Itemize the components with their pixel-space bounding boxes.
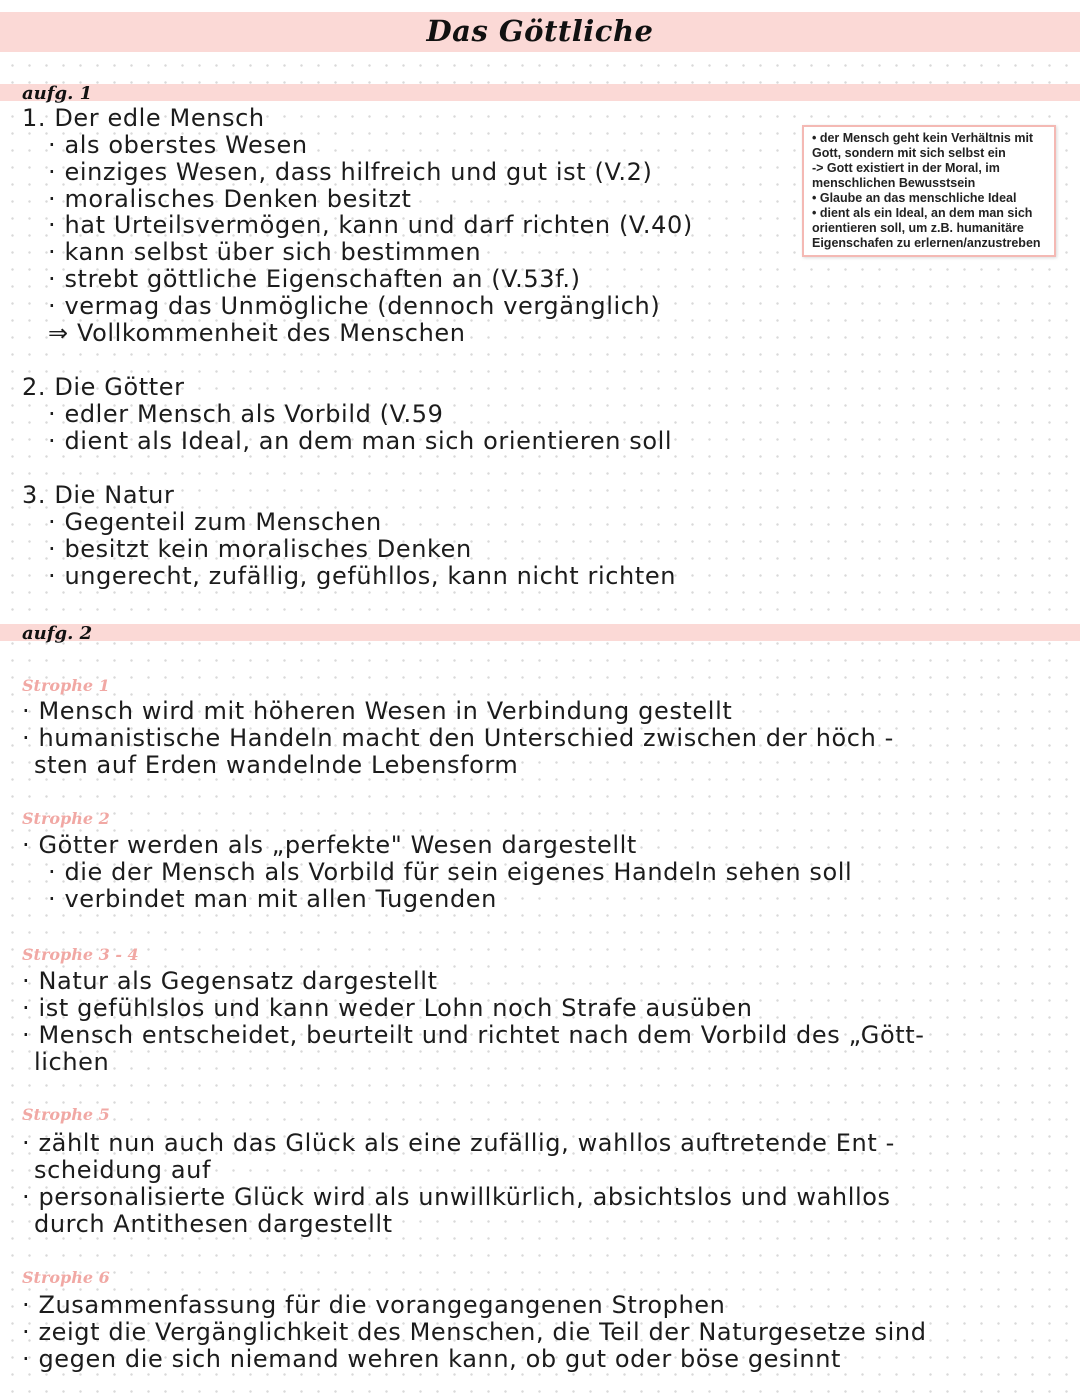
aufg2-heading: aufg. 2 bbox=[22, 623, 93, 644]
strophe-line: scheidung auf bbox=[34, 1156, 212, 1184]
aufg1-line: · hat Urteilsvermögen, kann und darf richten (V.40) bbox=[48, 211, 693, 239]
strophe-line: · die der Mensch als Vorbild für sein eigenes Handeln sehen soll bbox=[48, 858, 853, 886]
strophe-line: · personalisierte Glück wird als unwillkürlich, absichtslos und wahllos bbox=[22, 1183, 891, 1211]
aufg1-line: · besitzt kein moralisches Denken bbox=[48, 535, 472, 563]
side-note bbox=[802, 125, 1056, 257]
strophe-line: · Zusammenfassung für die vorangegangenen Strophen bbox=[22, 1291, 726, 1319]
note-line: menschlichen Bewusstsein bbox=[812, 176, 976, 190]
strophe-line: · Götter werden als „perfekte" Wesen dargestellt bbox=[22, 831, 637, 859]
aufg1-line: · einziges Wesen, dass hilfreich und gut ist (V.2) bbox=[48, 158, 653, 186]
strophe-line: · Natur als Gegensatz dargestellt bbox=[22, 967, 438, 995]
aufg1-line: ⇒ Vollkommenheit des Menschen bbox=[48, 319, 466, 347]
note-line: • dient als ein Ideal, an dem man sich bbox=[812, 206, 1033, 220]
aufg1-line: · moralisches Denken besitzt bbox=[48, 185, 412, 213]
page-title: Das Göttliche bbox=[426, 14, 654, 48]
note-line: Gott, sondern mit sich selbst ein bbox=[812, 146, 1006, 160]
aufg1-line: · vermag das Unmögliche (dennoch vergänglich) bbox=[48, 292, 661, 320]
aufg1-line: 2. Die Götter bbox=[22, 373, 185, 401]
note-line: Eigenschafen zu erlernen/anzustreben bbox=[812, 236, 1041, 250]
strophe-line: durch Antithesen dargestellt bbox=[34, 1210, 393, 1238]
aufg1-line: · als oberstes Wesen bbox=[48, 131, 308, 159]
aufg1-line: · strebt göttliche Eigenschaften an (V.53f.) bbox=[48, 265, 581, 293]
note-line: orientieren soll, um z.B. humanitäre bbox=[812, 221, 1024, 235]
note-line: • der Mensch geht kein Verhältnis mit bbox=[812, 131, 1034, 145]
aufg1-line: · Gegenteil zum Menschen bbox=[48, 508, 382, 536]
aufg1-line: 3. Die Natur bbox=[22, 481, 175, 509]
strophe-line: sten auf Erden wandelnde Lebensform bbox=[34, 751, 519, 779]
strophe-line: · humanistische Handeln macht den Unterschied zwischen der höch - bbox=[22, 724, 894, 752]
strophe-line: · verbindet man mit allen Tugenden bbox=[48, 885, 497, 913]
aufg1-heading: aufg. 1 bbox=[22, 83, 93, 104]
strophe-label: Strophe 1 bbox=[22, 676, 110, 695]
strophe-line: lichen bbox=[34, 1048, 110, 1076]
note-line: • Glaube an das menschliche Ideal bbox=[812, 191, 1017, 205]
section-band-aufg2 bbox=[0, 624, 1080, 641]
strophe-label: Strophe 2 bbox=[22, 809, 110, 828]
strophe-line: · Mensch wird mit höheren Wesen in Verbindung gestellt bbox=[22, 697, 733, 725]
strophe-line: · zeigt die Vergänglichkeit des Menschen, die Teil der Naturgesetze sind bbox=[22, 1318, 927, 1346]
aufg1-line: · ungerecht, zufällig, gefühllos, kann nicht richten bbox=[48, 562, 677, 590]
strophe-label: Strophe 5 bbox=[22, 1105, 110, 1124]
aufg1-line: · dient als Ideal, an dem man sich orientieren soll bbox=[48, 427, 673, 455]
strophe-line: · zählt nun auch das Glück als eine zufällig, wahllos auftretende Ent - bbox=[22, 1129, 895, 1157]
aufg1-line: · edler Mensch als Vorbild (V.59 bbox=[48, 400, 444, 428]
aufg1-line: 1. Der edle Mensch bbox=[22, 104, 265, 132]
strophe-label: Strophe 3 - 4 bbox=[22, 945, 139, 964]
note-line: -> Gott existiert in der Moral, im bbox=[812, 161, 1000, 175]
strophe-line: · ist gefühlslos und kann weder Lohn noch Strafe ausüben bbox=[22, 994, 753, 1022]
aufg1-line: · kann selbst über sich bestimmen bbox=[48, 238, 482, 266]
section-band-aufg1 bbox=[0, 84, 1080, 101]
strophe-label: Strophe 6 bbox=[22, 1268, 110, 1287]
strophe-line: · Mensch entscheidet, beurteilt und richtet nach dem Vorbild des „Gött- bbox=[22, 1021, 925, 1049]
strophe-line: · gegen die sich niemand wehren kann, ob gut oder böse gesinnt bbox=[22, 1345, 842, 1373]
